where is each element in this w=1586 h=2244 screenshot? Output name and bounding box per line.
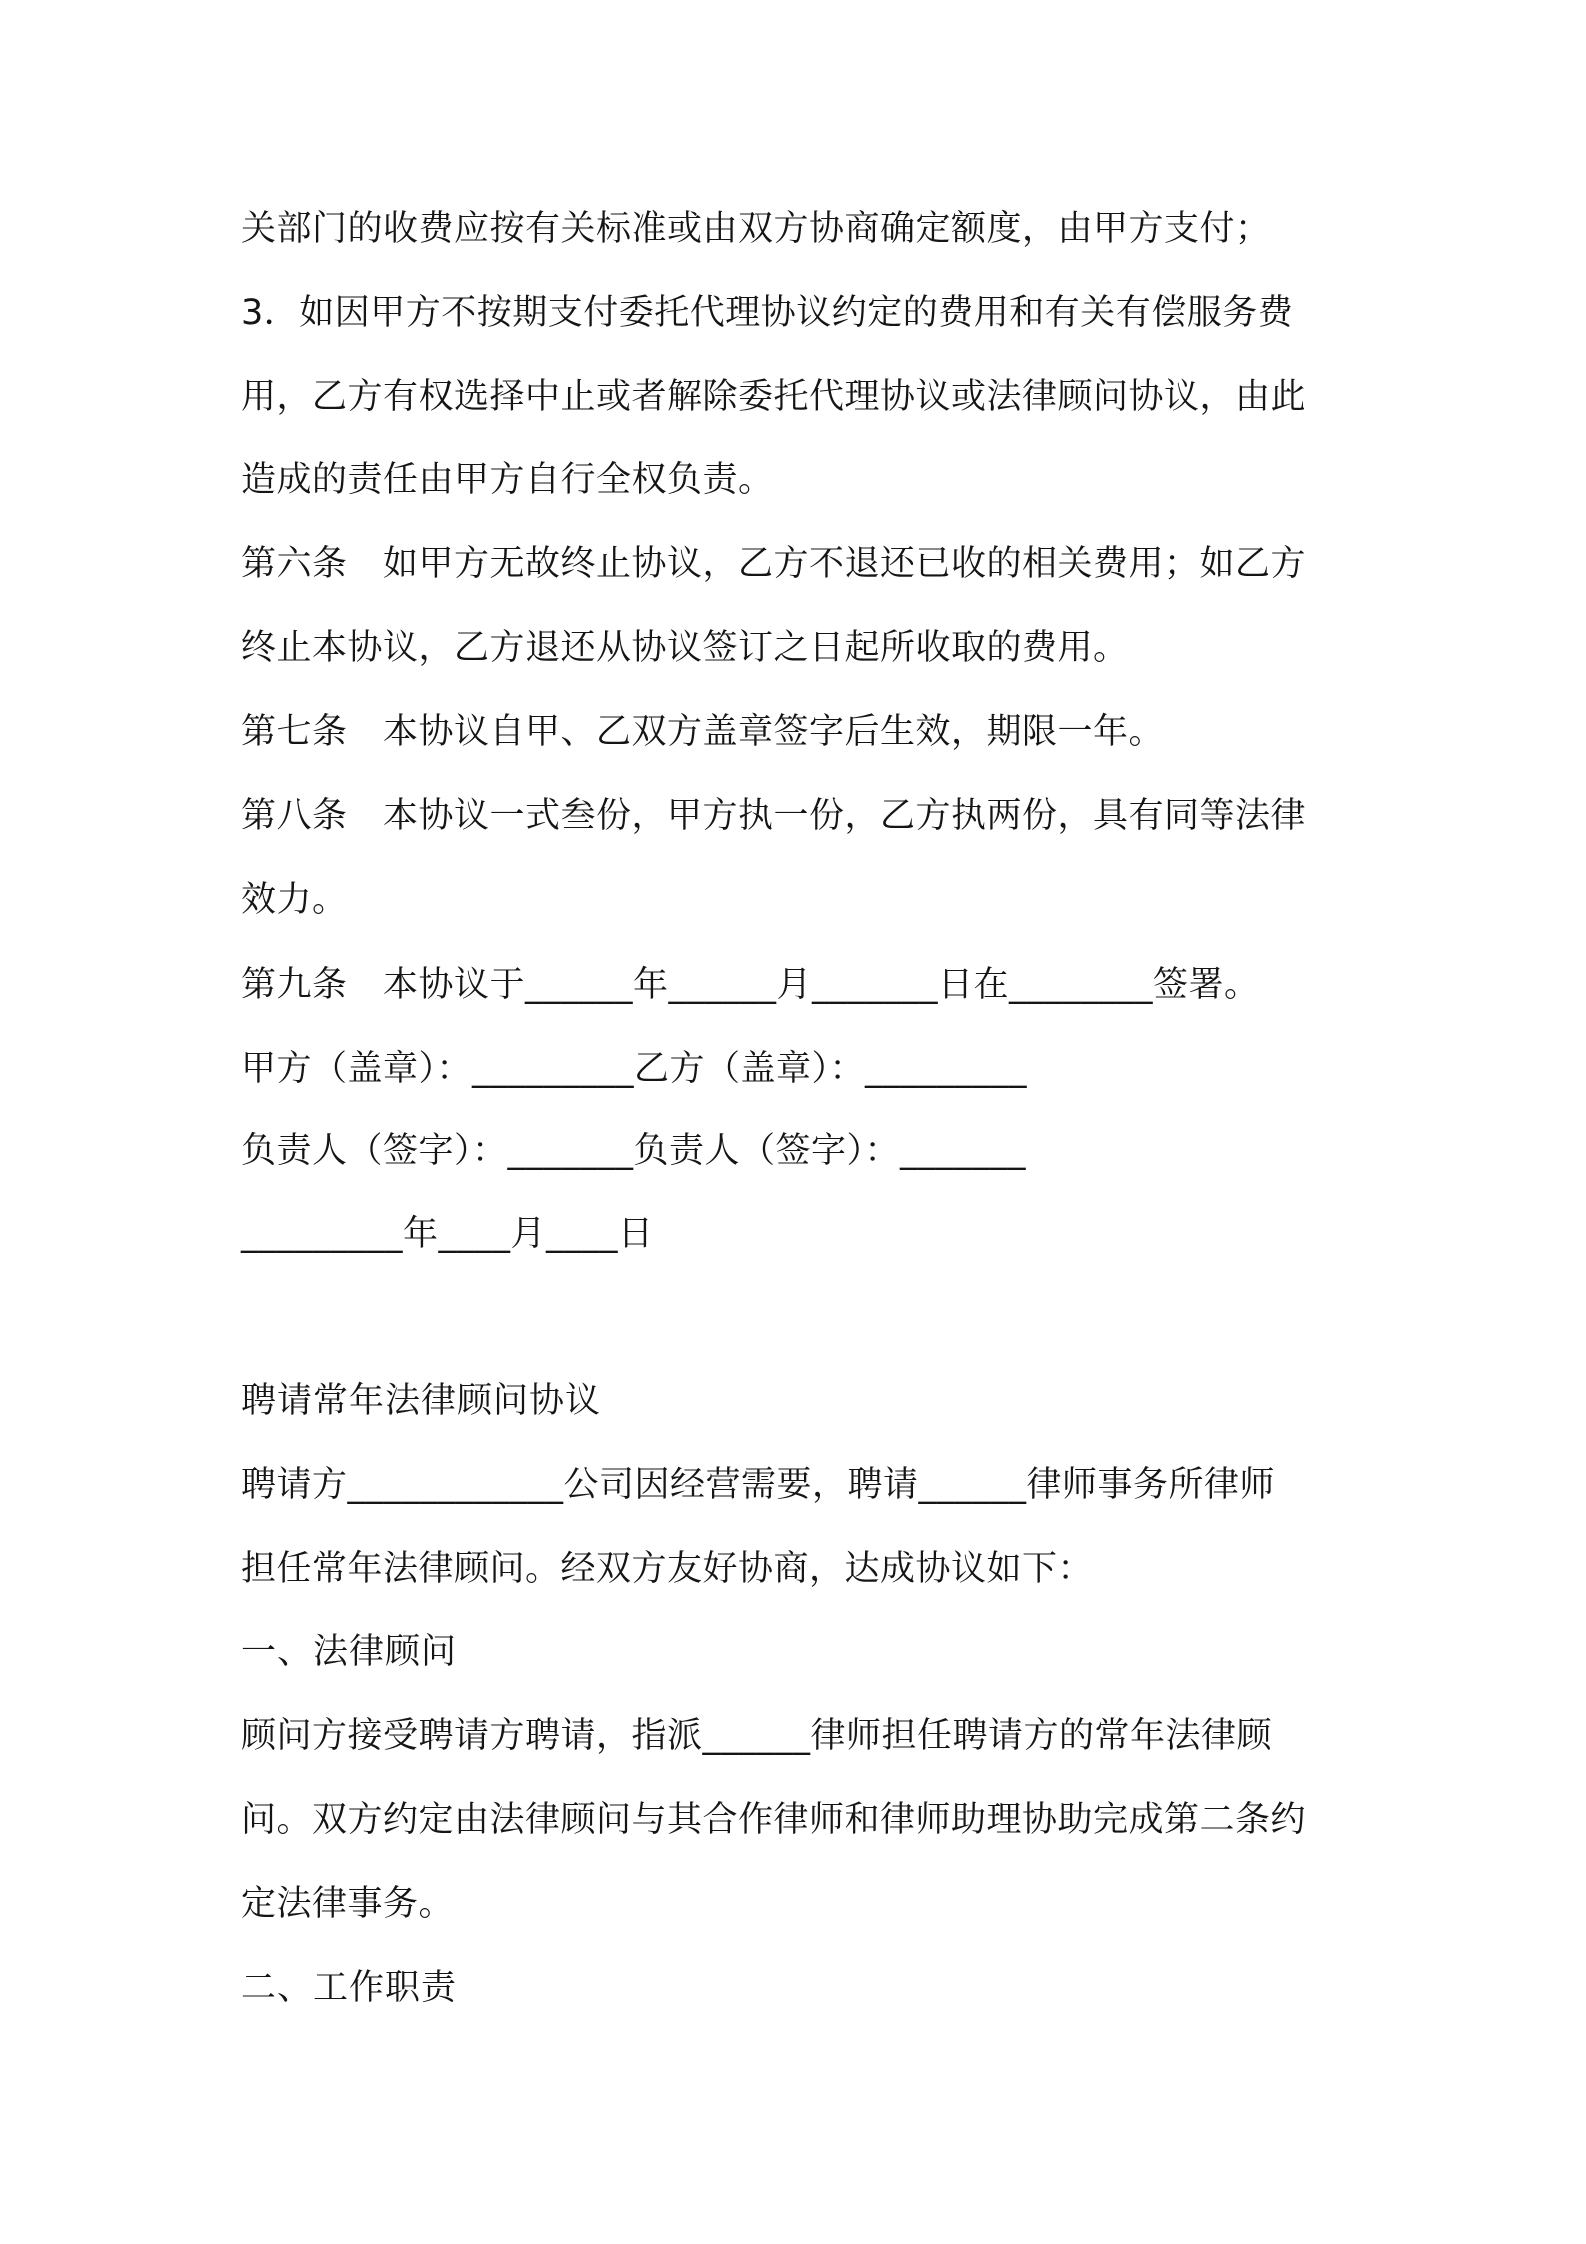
article-8-line-1: 第八条 本协议一式叁份，甲方执一份，乙方执两份，具有同等法律 (241, 796, 1307, 836)
intro-line-1: 聘请方____________公司因经营需要，聘请______律师事务所律师 (241, 1465, 1276, 1505)
section-1-line-3: 定法律事务。 (241, 1884, 455, 1924)
article-8-line-2: 效力。 (241, 880, 348, 920)
article-6-line-1: 第六条 如甲方无故终止协议，乙方不退还已收的相关费用；如乙方 (241, 544, 1307, 584)
agreement-title: 聘请常年法律顾问协议 (241, 1381, 602, 1421)
article-7-line: 第七条 本协议自甲、乙双方盖章签字后生效，期限一年。 (241, 712, 1165, 752)
party-seal-line: 甲方（盖章）：_________乙方（盖章）：_________ (241, 1049, 1028, 1089)
paragraph-item-3-line-3: 造成的责任由甲方自行全权负责。 (241, 460, 774, 500)
section-1-heading: 一、法律顾问 (241, 1632, 458, 1672)
section-1-line-1: 顾问方接受聘请方聘请，指派______律师担任聘请方的常年法律顾 (241, 1716, 1273, 1756)
paragraph-fee-payment-line: 关部门的收费应按有关标准或由双方协商确定额度，由甲方支付； (241, 209, 1271, 249)
section-1-line-2: 问。双方约定由法律顾问与其合作律师和律师助理协助完成第二条约 (241, 1800, 1307, 1840)
section-2-heading: 二、工作职责 (241, 1968, 458, 2008)
responsible-signature-line: 负责人（签字）：_______负责人（签字）：_______ (241, 1131, 1027, 1171)
article-9-line: 第九条 本协议于______年______月_______日在________签署。 (241, 965, 1260, 1005)
paragraph-item-3-line-1: 3．如因甲方不按期支付委托代理协议约定的费用和有关有偿服务费 (241, 293, 1294, 333)
paragraph-item-3-line-2: 用，乙方有权选择中止或者解除委托代理协议或法律顾问协议，由此 (241, 377, 1307, 417)
intro-line-2: 担任常年法律顾问。经双方友好协商，达成协议如下： (241, 1549, 1094, 1589)
article-6-line-2: 终止本协议，乙方退还从协议签订之日起所收取的费用。 (241, 628, 1129, 668)
signing-date-line: _________年____月____日 (241, 1214, 654, 1254)
